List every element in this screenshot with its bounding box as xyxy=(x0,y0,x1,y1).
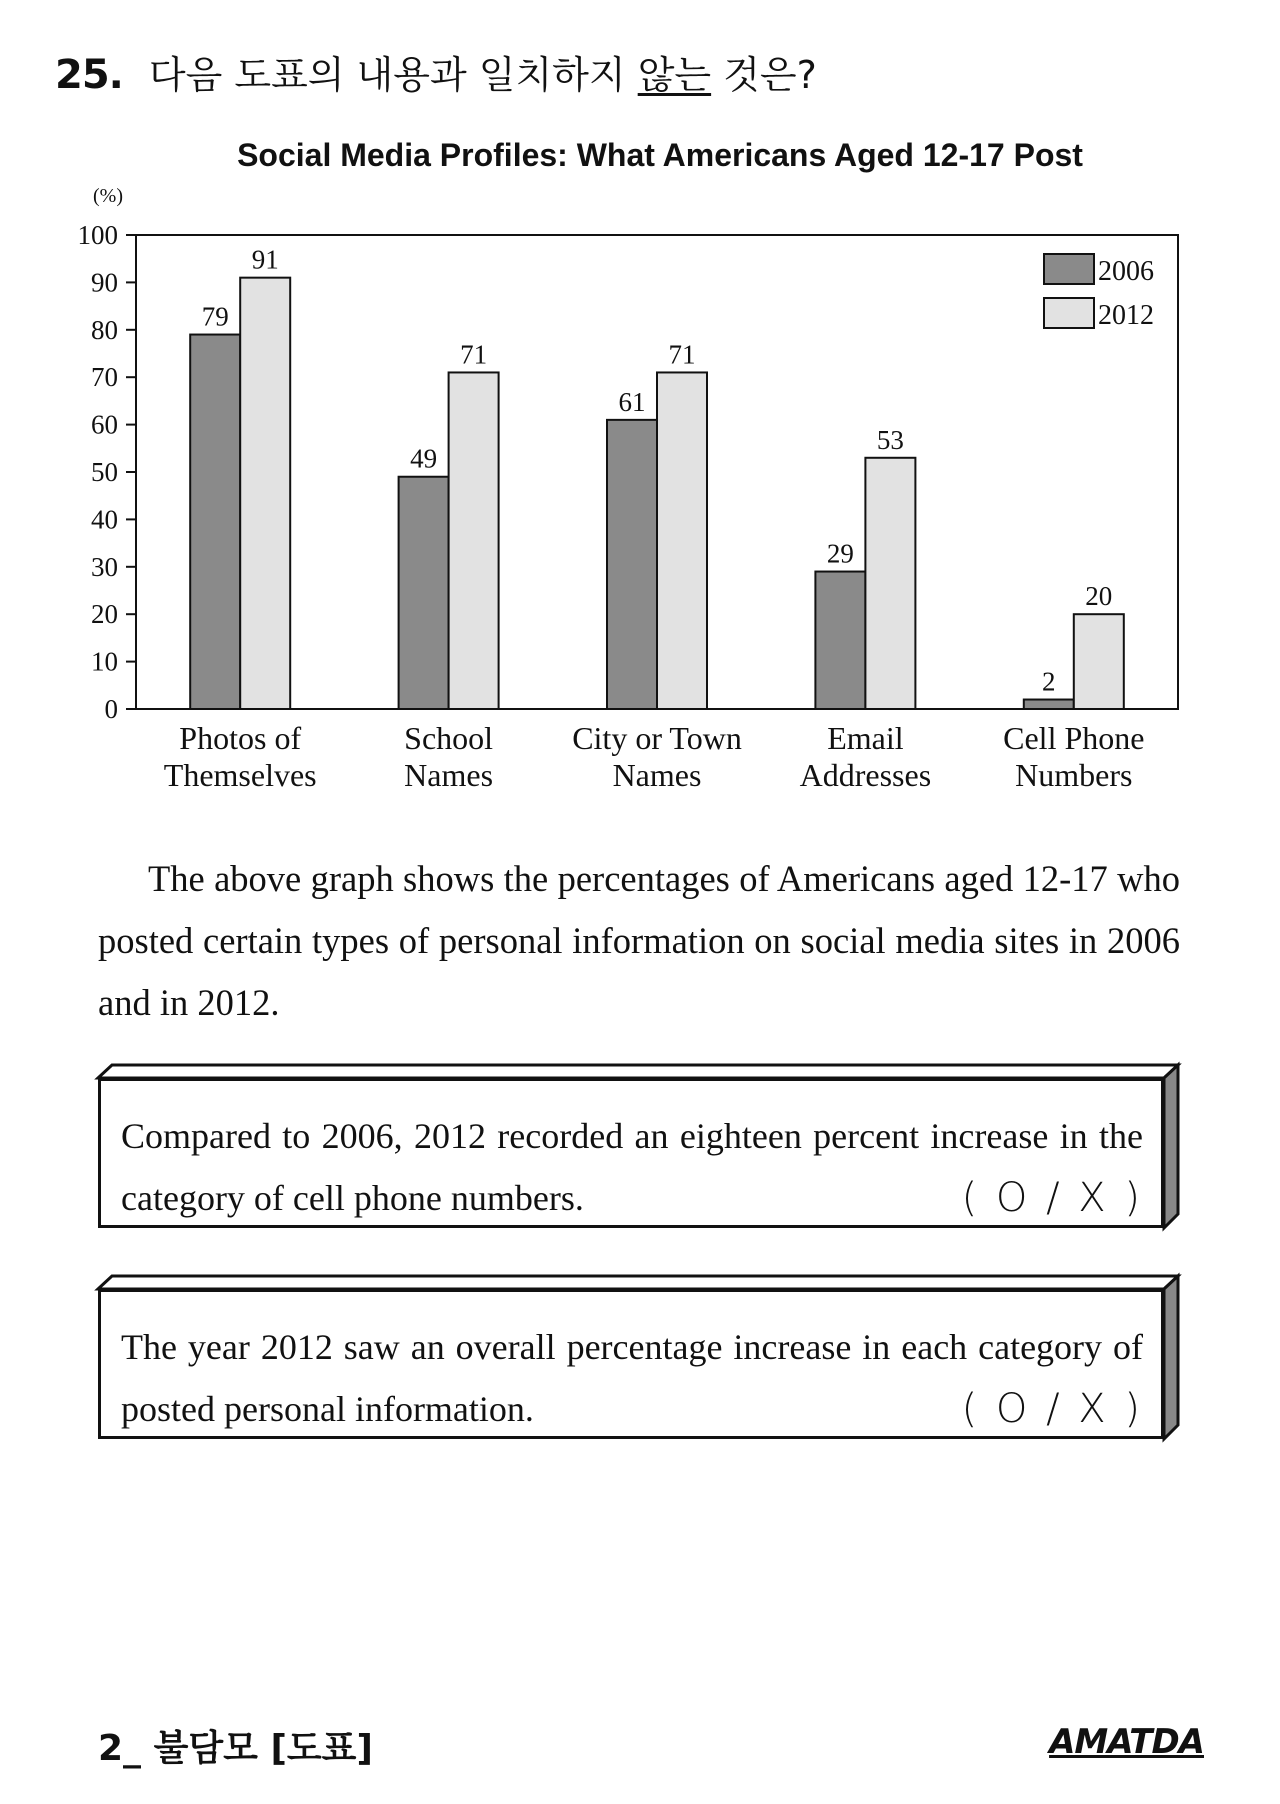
x-axis-label-group xyxy=(164,720,1145,793)
question-text-end: 것은? xyxy=(711,53,817,97)
legend-label: 2006 xyxy=(1098,256,1154,287)
passage-text: The above graph shows the percentages of Americans aged 12-17 who posted certain types of personal information on social media sites in 2006 and in 2012. xyxy=(98,858,1180,1023)
bar-2012-1 xyxy=(449,372,499,709)
bar-2012-0 xyxy=(240,278,290,709)
value-label: 61 xyxy=(618,386,646,417)
bar-2006-0 xyxy=(190,335,240,709)
value-label: 71 xyxy=(460,339,488,370)
bar-2006-1 xyxy=(399,477,449,709)
bar-2012-3 xyxy=(865,458,915,709)
y-axis-unit-label: (%) xyxy=(93,185,123,207)
value-label: 2 xyxy=(1042,666,1056,697)
y-tick-label: 50 xyxy=(91,457,118,487)
bar-2006-4 xyxy=(1024,700,1074,709)
answer-mark-1[interactable]: ( O / X ) xyxy=(961,1175,1143,1221)
y-tick-label: 70 xyxy=(91,362,118,393)
statement-1-text: Compared to 2006, 2012 recorded an eighteen percent increase in the category of cell phone numbers. xyxy=(121,1116,1143,1218)
y-tick-label: 10 xyxy=(91,646,118,677)
legend-swatch xyxy=(1044,254,1094,284)
x-axis-category-label: Email xyxy=(827,720,904,756)
y-tick-label: 100 xyxy=(77,220,118,250)
statement-2-text: The year 2012 saw an overall percentage increase in each category of posted personal information. xyxy=(121,1327,1143,1429)
x-axis-category-label: Names xyxy=(404,757,494,793)
x-axis-category-label: Names xyxy=(612,757,702,793)
chart-legend xyxy=(1044,254,1154,331)
legend-swatch xyxy=(1044,298,1094,328)
bar-2006-2 xyxy=(607,420,657,709)
footer-page-label: 2_ 불담모 [도표] xyxy=(98,1728,373,1769)
bar-2012-4 xyxy=(1074,614,1124,709)
y-tick-label: 0 xyxy=(104,694,118,724)
statement-1 xyxy=(121,1105,1143,1229)
value-label: 71 xyxy=(668,339,696,370)
bar-2006-3 xyxy=(815,572,865,709)
value-label: 79 xyxy=(201,301,229,332)
y-tick-label: 40 xyxy=(91,504,118,535)
y-tick-label: 20 xyxy=(91,599,118,630)
x-axis-category-label: Cell Phone xyxy=(1003,720,1145,756)
statement-box-1 xyxy=(98,1078,1164,1228)
y-tick-label: 80 xyxy=(91,314,118,345)
y-tick-label: 30 xyxy=(91,551,118,582)
value-label: 20 xyxy=(1085,581,1113,612)
question-text-start: 다음 도표의 내용과 일치하지 xyxy=(148,53,638,97)
chart-title: Social Media Profiles: What Americans Aged 12-17 Post xyxy=(237,137,1083,173)
question-text-underlined: 않는 xyxy=(637,53,712,97)
statement-box-2 xyxy=(98,1289,1164,1439)
x-axis-category-label: Addresses xyxy=(799,757,932,793)
bar-chart xyxy=(60,136,1190,816)
y-tick-label: 90 xyxy=(91,267,118,298)
y-axis xyxy=(78,220,137,724)
question-text xyxy=(149,44,817,99)
value-label: 53 xyxy=(876,424,904,455)
question-header xyxy=(55,44,817,99)
value-label: 91 xyxy=(251,244,279,275)
value-label: 29 xyxy=(826,538,854,569)
footer-brand-logo: AMATDA xyxy=(1049,1722,1204,1762)
x-axis-category-label: Themselves xyxy=(163,757,317,793)
bar-2012-2 xyxy=(657,372,707,709)
x-axis-category-label: School xyxy=(404,720,494,756)
x-axis-category-label: Numbers xyxy=(1015,757,1133,793)
question-number: 25. xyxy=(55,52,123,98)
x-axis-category-label: Photos of xyxy=(179,720,302,756)
x-axis-category-label: City or Town xyxy=(572,720,742,756)
bar-series-group xyxy=(190,278,1124,709)
y-tick-label: 60 xyxy=(91,409,118,440)
answer-mark-2[interactable]: ( O / X ) xyxy=(961,1386,1143,1432)
statement-2 xyxy=(121,1316,1143,1440)
legend-label: 2012 xyxy=(1098,300,1154,331)
value-label: 49 xyxy=(410,443,438,474)
